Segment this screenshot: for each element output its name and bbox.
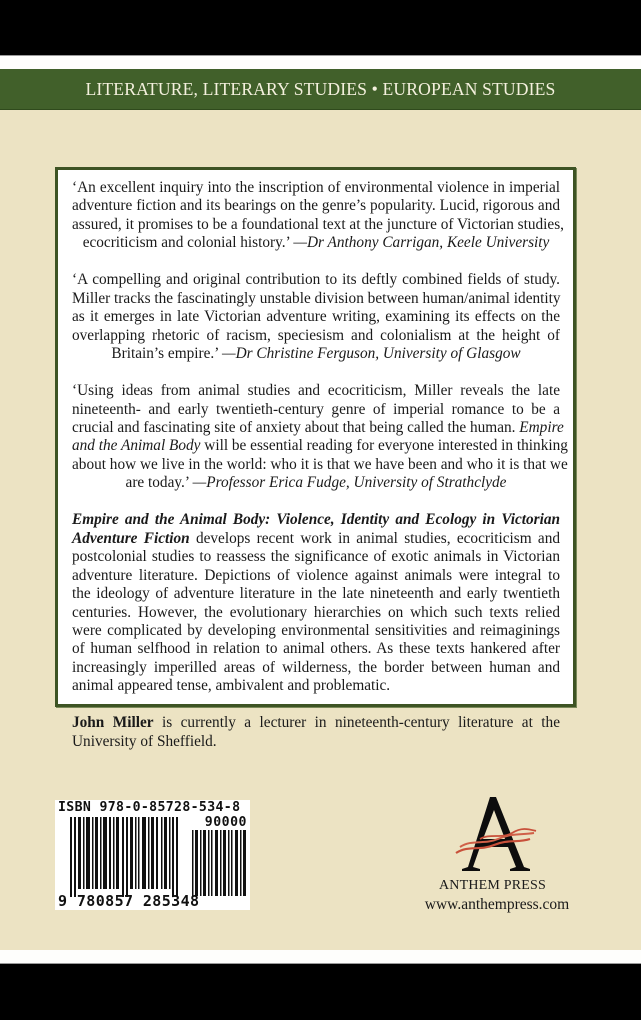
blurb-box	[55, 167, 576, 750]
bio-text: is currently a lecturer in nineteenth-century literature at the	[153, 714, 560, 732]
anthem-a-logo-icon	[450, 795, 540, 875]
publisher-name: ANTHEM PRESS	[438, 878, 547, 893]
quote-line: overlapping rhetoric of racism, speciesism and colonialism at the height of	[72, 326, 560, 344]
review-quote-ferguson	[72, 271, 560, 363]
author-name: John Miller	[72, 714, 154, 732]
quote-line: ‘A compelling and original contribution to its deftly combined fields of study.	[72, 271, 560, 289]
book-description	[72, 511, 560, 696]
quote-line: ‘Using ideas from animal studies and ecocriticism, Miller reveals the late	[72, 382, 560, 400]
description-line: animal appeared tense, ambivalent and problematic.	[72, 677, 391, 695]
bio-line: University of Sheffield.	[72, 732, 217, 750]
description-text: develops recent work in animal studies, ecocriticism and	[189, 529, 560, 547]
book-title-italic: Empire	[519, 418, 564, 436]
top-white-strip	[0, 55, 641, 69]
bottom-white-strip	[0, 950, 641, 964]
description-line: adventure literature. Depictions of violence against animals were integral to	[72, 566, 560, 584]
quote-attribution: —Dr Anthony Carrigan, Keele University	[293, 234, 550, 252]
description-line	[72, 530, 560, 548]
category-band	[0, 69, 641, 110]
bottom-black-margin	[0, 964, 641, 1020]
quote-line: assured, it promises to be a foundational text at the juncture of Victorian studies,	[72, 215, 565, 233]
quote-text: ecocriticism and colonial history.’	[82, 234, 294, 252]
description-line: the ideology of adventure literature in the late nineteenth and early twentieth	[72, 585, 560, 603]
publisher-logo	[405, 791, 585, 916]
ean-bars-icon	[70, 817, 178, 897]
isbn-barcode	[55, 800, 250, 910]
book-title-italic: and the Animal Body	[72, 437, 201, 455]
quote-attribution: —Dr Christine Ferguson, University of Glasgow	[222, 345, 521, 363]
description-line: postcolonial studies to reassess the significance of exotic animals in Victorian	[72, 548, 560, 566]
quote-line	[72, 418, 564, 437]
quote-text: are today.’	[125, 474, 193, 492]
quote-line: about how we live in the world: who it is that we have been and who it is that we	[72, 455, 568, 473]
quote-attribution: —Professor Erica Fudge, University of Strathclyde	[192, 474, 507, 492]
quote-text: Britain’s empire.’	[111, 345, 222, 363]
quote-last-line	[72, 474, 560, 492]
description-line: were complicated by developing environmental sensitivities and reimaginings	[72, 622, 560, 640]
top-black-margin	[0, 0, 641, 55]
isbn-label: ISBN 978-0-85728-534-8	[58, 800, 241, 815]
book-title: Empire and the Animal Body: Violence, Identity and Ecology in Victorian	[72, 511, 560, 529]
bio-line	[72, 714, 560, 732]
cover-panel	[0, 69, 641, 950]
quote-last-line	[72, 234, 560, 252]
publisher-url: www.anthempress.com	[424, 896, 570, 913]
quote-line: Miller tracks the fascinatingly unstable division between human/animal identity	[72, 289, 561, 307]
review-quote-fudge	[72, 382, 568, 493]
addon-bars-icon	[192, 830, 247, 896]
quote-line: as it emerges in late Victorian adventure writing, examining its effects on the	[72, 308, 560, 326]
description-line: of human selfhood in relation to animal others. As these texts hankered after	[72, 640, 560, 658]
review-quote-carrigan	[72, 179, 565, 253]
description-line: centuries. However, the evolutionary hierarchies on which such texts relied	[72, 603, 560, 621]
quote-line	[72, 437, 568, 455]
quote-text: crucial and fascinating site of anxiety about that being called the human.	[72, 418, 520, 436]
quote-text: will be essential reading for everyone interested in thinking	[200, 437, 568, 455]
quote-last-line	[72, 345, 560, 363]
ean-digits: 9 780857 285348	[58, 892, 200, 910]
quote-line: adventure fiction and its bearings on the genre’s popularity. Lucid, rigorous and	[72, 197, 560, 215]
description-line: increasingly imperilled areas of wilderness, the border between human and	[72, 658, 560, 676]
addon-code: 90000	[204, 815, 247, 830]
book-title: Adventure Fiction	[72, 529, 190, 547]
author-bio	[72, 714, 560, 751]
quote-line: nineteenth- and early twentieth-century genre of imperial romance to be a	[72, 400, 560, 418]
category-text: LITERATURE, LITERARY STUDIES • EUROPEAN STUDIES	[85, 79, 556, 99]
quote-line: ‘An excellent inquiry into the inscription of environmental violence in imperial	[72, 179, 560, 196]
